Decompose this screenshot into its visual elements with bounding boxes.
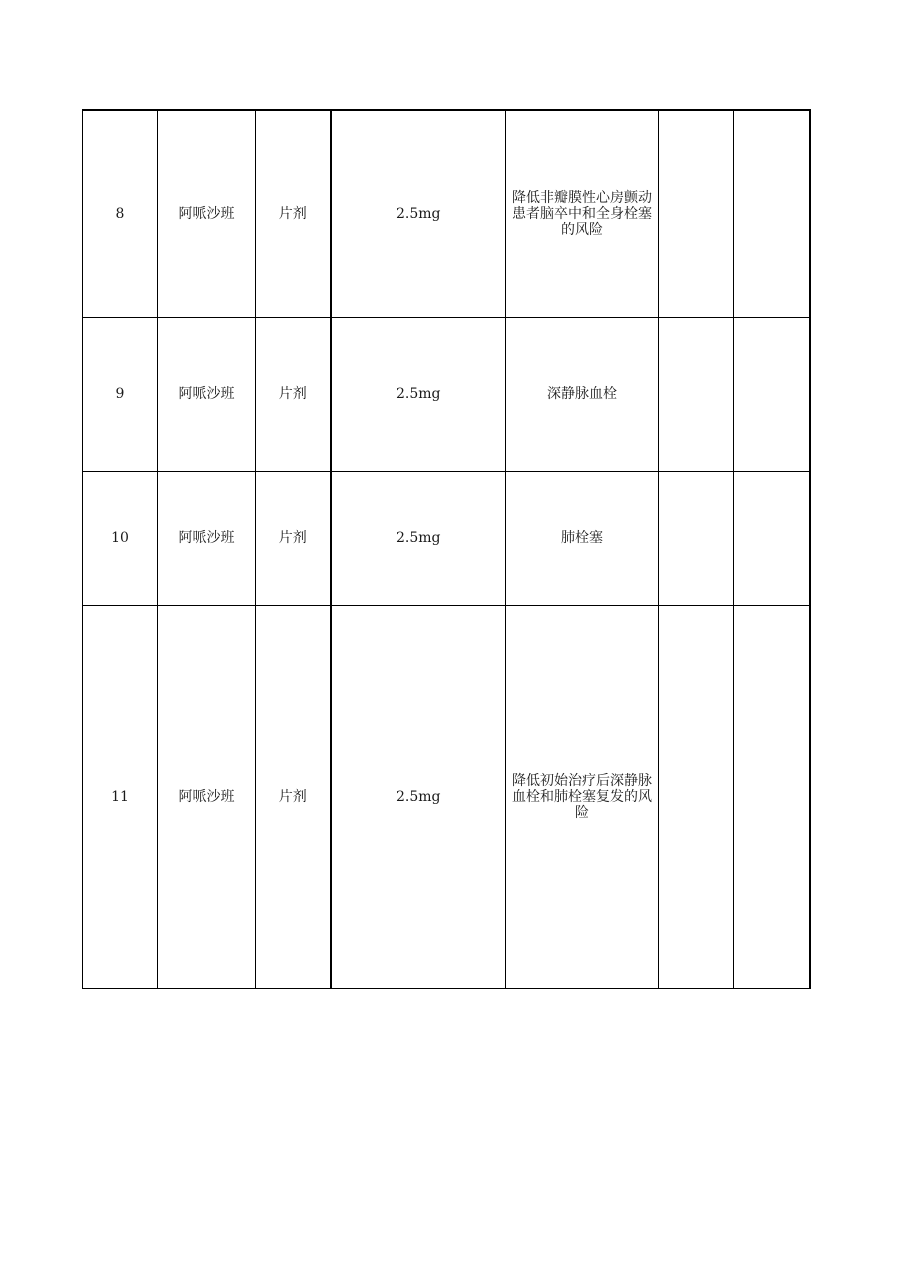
- indication-text: 降低非瓣膜性心房颤动患者脑卒中和全身栓塞的风险: [512, 189, 652, 238]
- empty-cell: [659, 471, 734, 605]
- table-row: [83, 471, 810, 605]
- empty-cell: [659, 605, 734, 988]
- indication-text: 降低初始治疗后深静脉血栓和肺栓塞复发的风险: [512, 772, 652, 821]
- indication-cell: [506, 471, 659, 605]
- empty-cell: [734, 110, 810, 317]
- drug-name-cell: 阿哌沙班: [158, 471, 256, 605]
- indication-cell: [506, 317, 659, 471]
- specification-cell: 2.5mg: [331, 317, 506, 471]
- empty-cell: [734, 605, 810, 988]
- dosage-form-cell: 片剂: [256, 471, 331, 605]
- row-number-cell: 8: [83, 110, 158, 317]
- drug-name-cell: 阿哌沙班: [158, 317, 256, 471]
- dosage-form-cell: 片剂: [256, 317, 331, 471]
- row-number-cell: 9: [83, 317, 158, 471]
- empty-cell: [659, 110, 734, 317]
- indication-text: 深静脉血栓: [547, 386, 617, 402]
- indication-cell: [506, 605, 659, 988]
- row-number-cell: 11: [83, 605, 158, 988]
- empty-cell: [734, 471, 810, 605]
- indication-cell: [506, 110, 659, 317]
- drug-table: [82, 109, 811, 989]
- row-number-cell: 10: [83, 471, 158, 605]
- table-row: [83, 317, 810, 471]
- drug-name-cell: 阿哌沙班: [158, 605, 256, 988]
- empty-cell: [734, 317, 810, 471]
- indication-text: 肺栓塞: [561, 530, 603, 546]
- specification-cell: 2.5mg: [331, 110, 506, 317]
- table-row: [83, 605, 810, 988]
- specification-cell: 2.5mg: [331, 471, 506, 605]
- dosage-form-cell: 片剂: [256, 605, 331, 988]
- drug-name-cell: 阿哌沙班: [158, 110, 256, 317]
- table-row: [83, 110, 810, 317]
- specification-cell: 2.5mg: [331, 605, 506, 988]
- empty-cell: [659, 317, 734, 471]
- dosage-form-cell: 片剂: [256, 110, 331, 317]
